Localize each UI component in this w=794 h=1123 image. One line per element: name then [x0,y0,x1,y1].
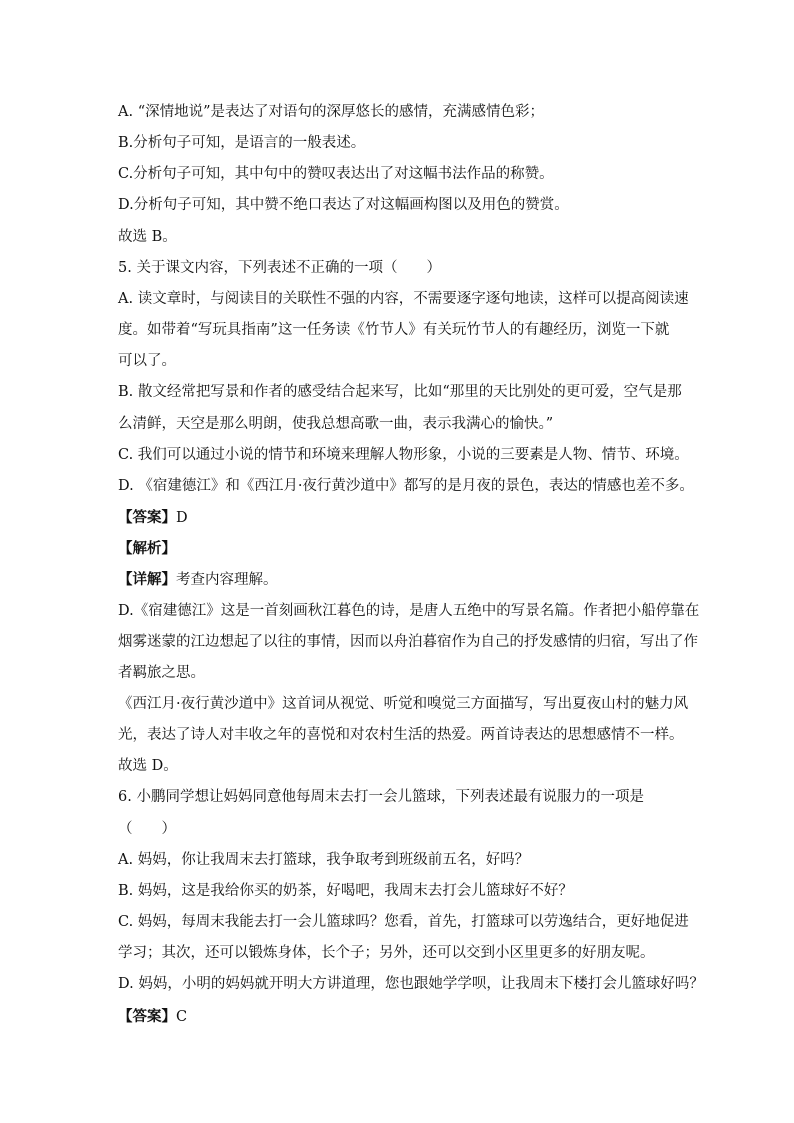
detail-text: 考查内容理解。 [176,572,278,589]
question5-explanation-line: 者羁旅之思。 [118,664,205,681]
question6-option-b-line: B. 妈妈，这是我给你买的奶茶，好喝吧，我周末去打会儿篮球好不好？ [118,882,573,899]
page-content [118,97,718,1032]
previous-option-c: C.分析句子可知，其中句中的赞叹表达出了对这幅书法作品的称赞。 [118,166,554,183]
detail-label: 【详解】 [118,571,176,589]
question5-option-a-line: 可以了。 [118,353,176,370]
question5-answer [118,502,718,533]
question6-option-c-line: 学习；其次，还可以锻炼身体，长个子；另外，还可以交到小区里更多的好朋友呢。 [118,945,655,962]
answer-value: D [176,510,188,527]
question6-stem: 6. 小鹏同学想让妈妈同意他每周末去打一会儿篮球，下列表述最有说服力的一项是 [118,789,644,806]
question6-stem-blank: （ ） [118,820,176,837]
previous-option-d: D.分析句子可知，其中赞不绝口表达了对这幅画构图以及用色的赞赏。 [118,197,569,214]
analysis-label: 【解析】 [118,540,176,558]
question6-answer [118,1001,718,1032]
question5-explanation-line: 烟雾迷蒙的江边想起了以往的事情，因而以舟泊暮宿作为自己的抒发感情的归宿，写出了作 [118,633,698,650]
question6-option-d-line: D. 妈妈，小明的妈妈就开明大方讲道理，您也跟她学学呗，让我周末下楼打会儿篮球好吗？ [118,976,704,993]
question5-option-a-line: 度。如带着“写玩具指南”这一任务读《竹节人》有关玩竹节人的有趣经历，浏览一下就 [118,322,670,339]
question5-conclusion: 故选 D。 [118,758,178,775]
question5-option-d-line: D. 《宿建德江》和《西江月·夜行黄沙道中》都写的是月夜的景色，表达的情感也差不多。 [118,477,694,494]
answer-value: C [176,1008,188,1025]
question5-analysis [118,533,718,564]
question5-detail [118,564,718,595]
previous-option-b: B.分析句子可知，是语言的一般表述。 [118,135,366,152]
question6-option-a-line: A. 妈妈，你让我周末去打篮球，我争取考到班级前五名，好吗？ [118,851,530,868]
answer-label: 【答案】 [118,509,176,527]
previous-option-a: A. “深情地说”是表达了对语句的深厚悠长的感情，充满感情色彩； [118,104,545,120]
question5-explanation-line: 《西江月·夜行黄沙道中》这首词从视觉、听觉和嗅觉三方面描写，写出夏夜山村的魅力风 [118,695,689,712]
previous-conclusion: 故选 B。 [118,228,177,245]
question5-option-c-line: C. 我们可以通过小说的情节和环境来理解人物形象，小说的三要素是人物、情节、环境。 [118,446,689,463]
question6-option-c-line: C. 妈妈，每周末我能去打一会儿篮球吗？您看，首先，打篮球可以劳逸结合，更好地促进 [118,914,689,931]
question5-option-a-line: A. 读文章时，与阅读目的关联性不强的内容，不需要逐字逐句地读，这样可以提高阅读速 [118,290,689,307]
question5-option-b-line: B. 散文经常把写景和作者的感受结合起来写，比如“那里的天比别处的更可爱，空气是那 [118,384,682,401]
question5-option-b-line: 么清鲜，天空是那么明朗，使我总想高歌一曲，表示我满心的愉快。” [118,415,554,432]
question5-explanation-line: D.《宿建德江》这是一首刻画秋江暮色的诗，是唐人五绝中的写景名篇。作者把小船停靠在 [118,602,700,619]
question5-stem: 5. 关于课文内容，下列表述不正确的一项（ ） [118,259,441,276]
question5-explanation-line: 光，表达了诗人对丰收之年的喜悦和对农村生活的热爱。两首诗表达的思想感情不一样。 [118,727,684,744]
answer-label: 【答案】 [118,1007,176,1025]
